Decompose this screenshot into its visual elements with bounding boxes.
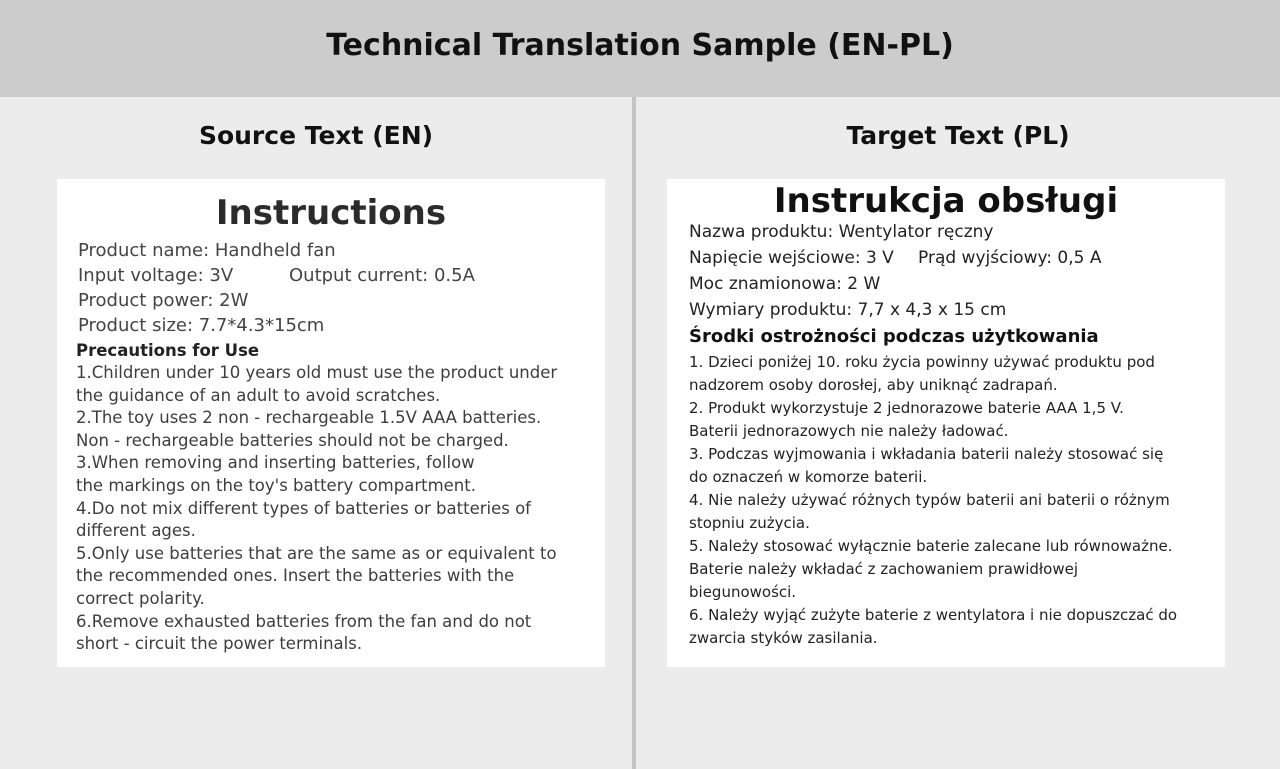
target-product-size: Wymiary produktu: 7,7 x 4,3 x 15 cm	[689, 300, 1007, 320]
target-line: do oznaczeń w komorze baterii.	[689, 468, 928, 486]
target-precautions-list	[689, 351, 1177, 650]
target-text-panel	[667, 179, 1225, 667]
target-product-power: Moc znamionowa: 2 W	[689, 274, 881, 294]
source-line: the recommended ones. Insert the batteries with the	[76, 566, 515, 586]
source-line: the guidance of an adult to avoid scratches.	[76, 385, 441, 405]
page-title: Technical Translation Sample (EN-PL)	[326, 28, 954, 63]
target-line: Baterie należy wkładać z zachowaniem prawidłowej	[689, 560, 1078, 578]
target-line: 2. Produkt wykorzystuje 2 jednorazowe baterie AAA 1,5 V.	[689, 399, 1124, 417]
source-product-name: Product name: Handheld fan	[78, 240, 336, 261]
source-line: Non - rechargeable batteries should not be charged.	[76, 430, 509, 450]
target-line: nadzorem osoby dorosłej, aby uniknąć zadrapań.	[689, 376, 1058, 394]
target-product-name: Nazwa produktu: Wentylator ręczny	[689, 222, 994, 242]
target-line: biegunowości.	[689, 583, 797, 601]
target-precautions-title: Środki ostrożności podczas użytkowania	[689, 326, 1099, 347]
column-divider	[632, 97, 636, 769]
source-product-size: Product size: 7.7*4.3*15cm	[78, 315, 325, 336]
target-line: stopniu zużycia.	[689, 514, 810, 532]
source-line: 4.Do not mix different types of batteries or batteries of	[76, 498, 531, 518]
target-input-voltage: Napięcie wejściowe: 3 V	[689, 248, 894, 268]
source-line: 5.Only use batteries that are the same as or equivalent to	[76, 543, 557, 563]
target-line: 3. Podczas wyjmowania i wkładania baterii należy stosować się	[689, 445, 1164, 463]
source-line: 2.The toy uses 2 non - rechargeable 1.5V AAA batteries.	[76, 408, 542, 428]
source-precautions-list	[76, 362, 557, 656]
source-line: the markings on the toy's battery compartment.	[76, 475, 476, 495]
target-line: 5. Należy stosować wyłącznie baterie zalecane lub równoważne.	[689, 537, 1173, 555]
target-line: 6. Należy wyjąć zużyte baterie z wentylatora i nie dopuszczać do	[689, 606, 1178, 624]
source-output-current: Output current: 0.5A	[289, 265, 475, 286]
source-line: short - circuit the power terminals.	[76, 634, 363, 654]
source-line: 6.Remove exhausted batteries from the fan and do not	[76, 611, 532, 631]
target-line: 1. Dzieci poniżej 10. roku życia powinny używać produktu pod	[689, 353, 1155, 371]
source-line: 1.Children under 10 years old must use the product under	[76, 363, 558, 382]
target-doc-title: Instrukcja obsługi	[773, 181, 1119, 221]
page-header	[0, 0, 1280, 97]
source-heading: Source Text (EN)	[198, 121, 434, 150]
source-doc-title: Instructions	[215, 193, 447, 233]
target-output-current: Prąd wyjściowy: 0,5 A	[918, 248, 1102, 268]
source-input-voltage: Input voltage: 3V	[78, 265, 234, 286]
target-line: Baterii jednorazowych nie należy ładować.	[689, 422, 1009, 440]
source-precautions-title: Precautions for Use	[76, 341, 260, 360]
source-label-image	[57, 179, 605, 667]
target-line: zwarcia styków zasilania.	[689, 629, 878, 647]
source-line: different ages.	[76, 521, 196, 541]
source-line: correct polarity.	[76, 588, 205, 608]
target-heading: Target Text (PL)	[846, 121, 1070, 150]
source-product-power: Product power: 2W	[78, 290, 249, 311]
source-line: 3.When removing and inserting batteries, follow	[76, 453, 475, 473]
target-line: 4. Nie należy używać różnych typów baterii ani baterii o różnym	[689, 491, 1170, 509]
